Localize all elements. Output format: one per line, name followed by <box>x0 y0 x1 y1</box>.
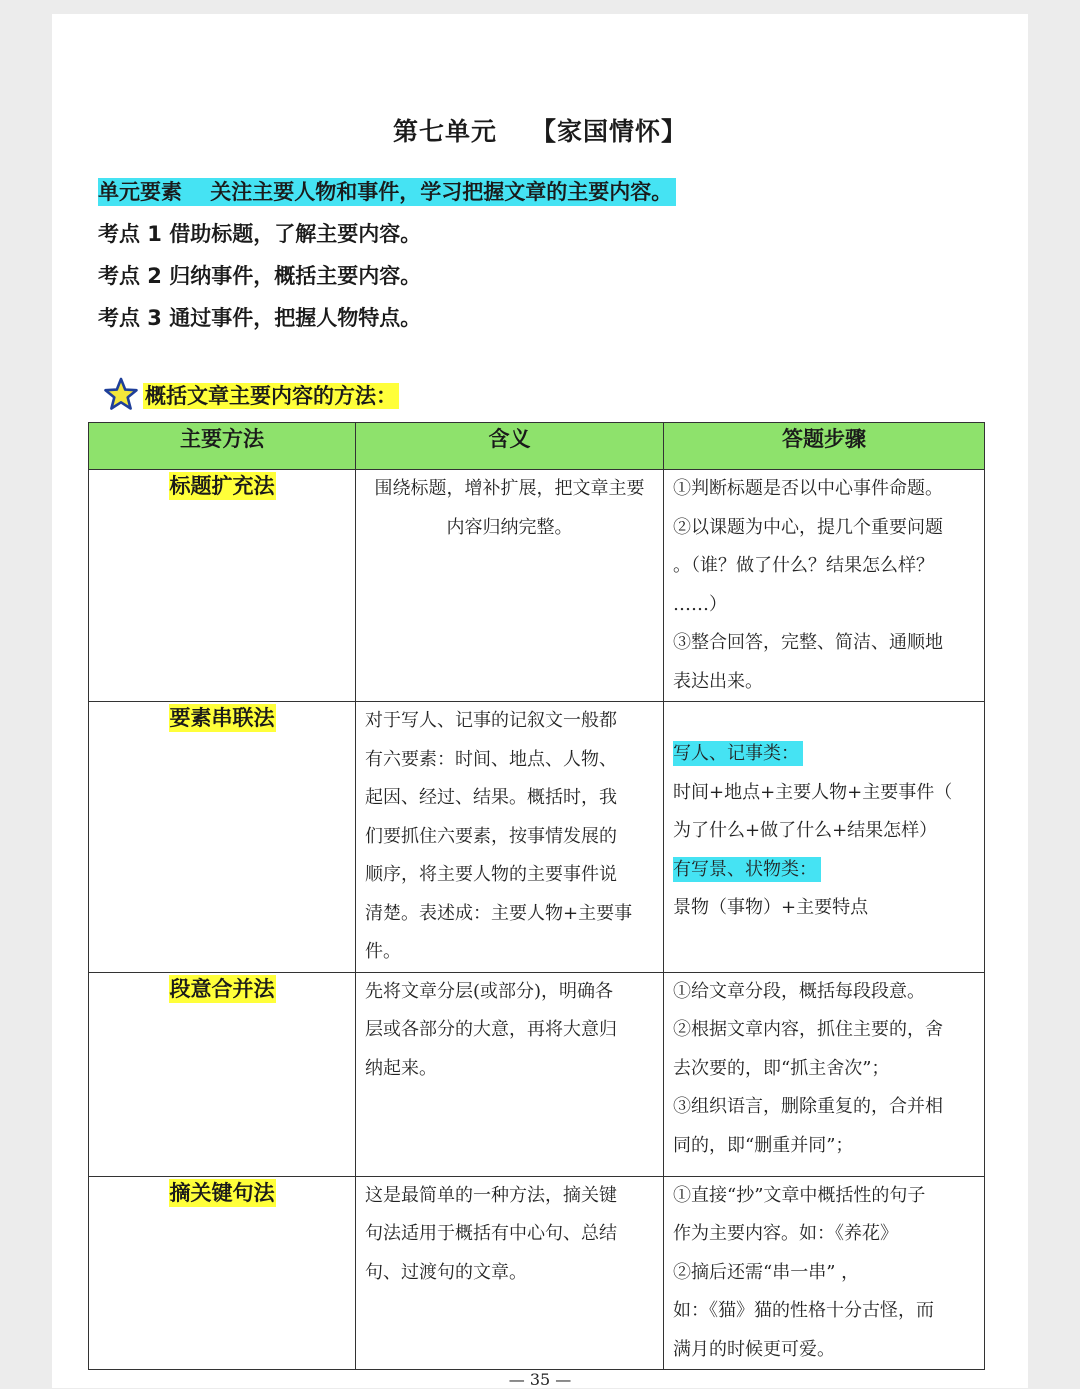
meaning-cell <box>356 972 664 1176</box>
method-cell <box>89 470 356 702</box>
methods-heading-text: 概括文章主要内容的方法： <box>145 384 397 408</box>
unit-title-number: 第七单元 <box>392 117 497 146</box>
meaning-line: 顺序，将主要人物的主要事件说 <box>365 864 617 885</box>
meaning-line: 内容归纳完整。 <box>446 516 573 538</box>
step-line: 同的，即“删重并同”； <box>673 1134 854 1156</box>
step-line: ①判断标题是否以中心事件命题。 <box>673 478 943 499</box>
meaning-line: 句法适用于概括有中心句、总结 <box>365 1223 617 1244</box>
method-cell <box>89 1176 356 1370</box>
meaning-line: 先将文章分层(或部分)，明确各 <box>365 980 614 1002</box>
meaning-line: 句、过渡句的文章。 <box>365 1261 527 1283</box>
method-name: 段意合并法 <box>169 976 275 1001</box>
meaning-cell <box>356 1176 664 1370</box>
meaning-line: 有六要素：时间、地点、人物、 <box>365 748 617 770</box>
method-name: 要素串联法 <box>169 706 275 730</box>
exam-point-2: 考点 2 归纳事件，概括主要内容。 <box>98 264 422 288</box>
step-line: 表达出来。 <box>673 670 763 692</box>
step-line: ③整合回答，完整、简洁、通顺地 <box>673 632 943 653</box>
star-icon <box>104 377 138 411</box>
table-row <box>89 1176 985 1370</box>
step-line: 景物（事物）+主要特点 <box>673 897 869 918</box>
meaning-line: 们要抓住六要素，按事情发展的 <box>365 825 617 847</box>
methods-table <box>88 422 985 1370</box>
step-line: ③组织语言，删除重复的，合并相 <box>673 1096 943 1117</box>
meaning-cell <box>356 470 664 702</box>
method-cell <box>89 702 356 973</box>
table-row <box>89 702 985 973</box>
steps-category-label: 写人、记事类： <box>673 741 803 766</box>
methods-heading <box>143 380 399 410</box>
steps-cell <box>664 972 985 1176</box>
table-row <box>89 470 985 702</box>
method-name: 标题扩充法 <box>169 474 275 498</box>
unit-elements <box>98 176 676 206</box>
steps-cell <box>664 702 985 973</box>
exam-point-1: 考点 1 借助标题，了解主要内容。 <box>98 222 422 246</box>
step-line: ①给文章分段，概括每段段意。 <box>673 980 925 1002</box>
step-line: ②根据文章内容，抓住主要的，舍 <box>673 1019 943 1040</box>
step-line: ②摘后还需“串一串” ， <box>673 1261 860 1283</box>
unit-title <box>0 112 1080 148</box>
method-cell <box>89 972 356 1176</box>
step-line: 时间+地点+主要人物+主要事件（ <box>673 781 953 803</box>
meaning-line: 围绕标题，增补扩展，把文章主要 <box>374 478 645 499</box>
steps-category-label: 有写景、状物类： <box>673 857 821 882</box>
header-steps: 答题步骤 <box>664 423 985 470</box>
meaning-line: 纳起来。 <box>365 1057 437 1079</box>
unit-elements-text: 单元要素 关注主要人物和事件，学习把握文章的主要内容。 <box>98 178 676 206</box>
step-line: ②以课题为中心，提几个重要问题 <box>673 516 943 538</box>
unit-title-theme: 【家国情怀】 <box>531 117 688 146</box>
meaning-line: 层或各部分的大意，再将大意归 <box>365 1019 617 1040</box>
table-row <box>89 972 985 1176</box>
step-line: ①直接“抄”文章中概括性的句子 <box>673 1184 926 1206</box>
table-header-row <box>89 423 985 470</box>
step-line: 满月的时候更可爱。 <box>673 1338 835 1360</box>
exam-point-3: 考点 3 通过事件，把握人物特点。 <box>98 306 422 330</box>
header-meaning: 含义 <box>356 423 664 470</box>
steps-cell <box>664 1176 985 1370</box>
steps-cell <box>664 470 985 702</box>
step-line: 如：《猫》猫的性格十分古怪，而 <box>673 1300 934 1321</box>
method-name: 摘关键句法 <box>169 1180 275 1205</box>
meaning-cell <box>356 702 664 973</box>
step-line: 。（谁？做了什么？结果怎么样？ <box>673 555 934 576</box>
meaning-line: 对于写人、记事的记叙文一般都 <box>365 710 617 731</box>
meaning-line: 这是最简单的一种方法，摘关键 <box>365 1184 617 1206</box>
step-line: 作为主要内容。如：《养花》 <box>673 1223 898 1244</box>
page-number: — 35 — <box>508 1370 572 1389</box>
meaning-line: 件。 <box>365 941 401 962</box>
meaning-line: 清楚。表述成：主要人物+主要事 <box>365 902 633 924</box>
header-method: 主要方法 <box>89 423 356 470</box>
step-line: 为了什么+做了什么+结果怎样） <box>673 820 938 841</box>
step-line: 去次要的，即“抓主舍次”； <box>673 1057 890 1079</box>
step-line: ……） <box>673 593 727 615</box>
meaning-line: 起因、经过、结果。概括时，我 <box>365 787 617 808</box>
